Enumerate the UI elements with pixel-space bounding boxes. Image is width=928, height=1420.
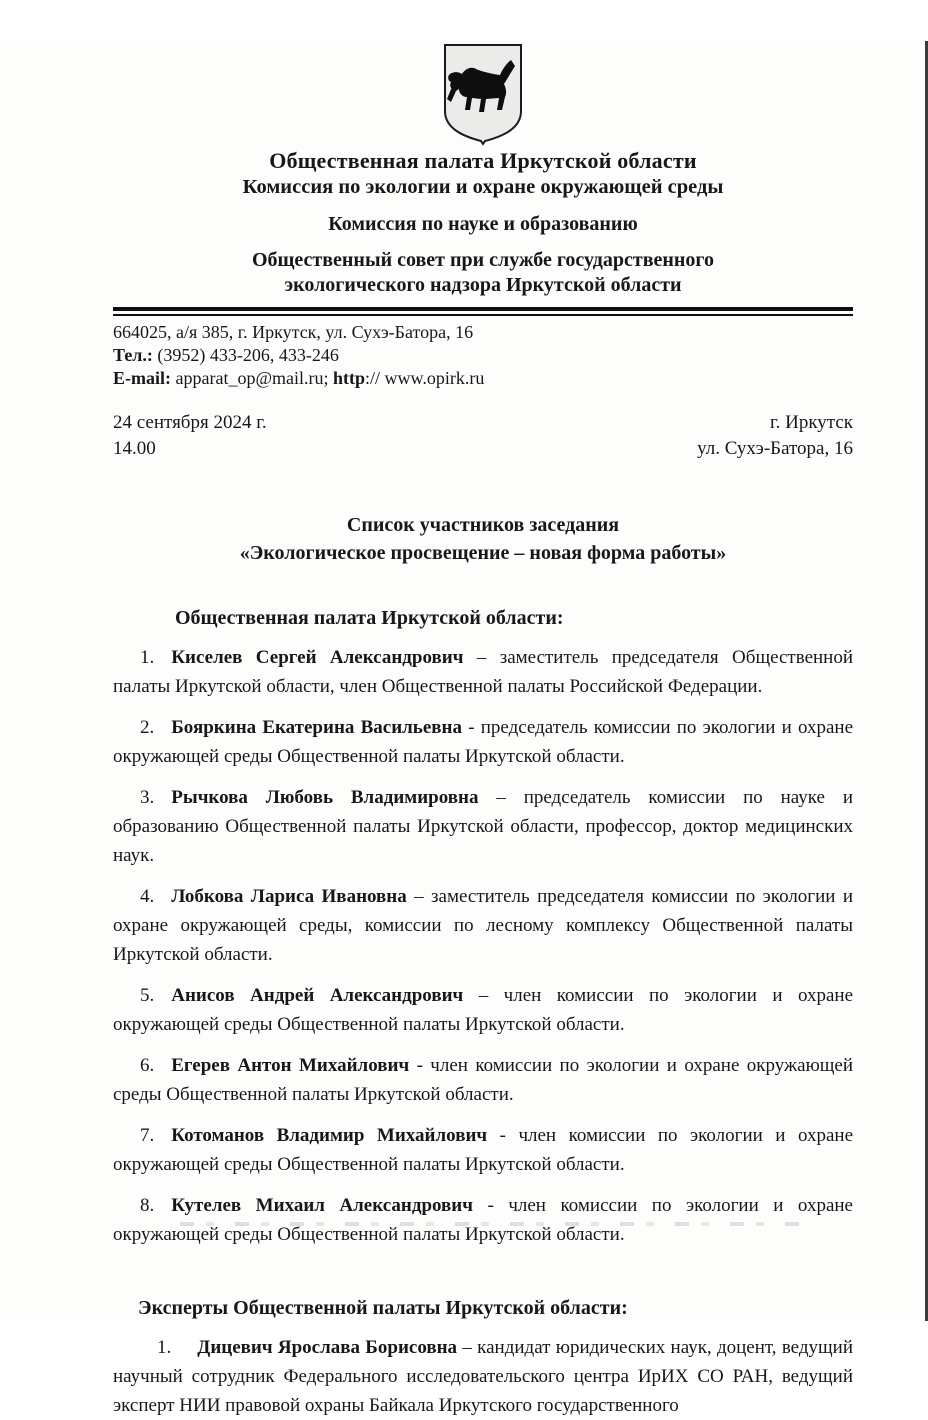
participant-item [113, 1191, 853, 1249]
participant-item [113, 882, 853, 969]
participant-desc: член комиссии по экологии и охране окружающей среды Общественной палаты Иркутской области. [113, 1055, 853, 1105]
participant-desc: член комиссии по экологии и охране окружающей среды Общественной палаты Иркутской области. [113, 985, 854, 1035]
meeting-time: 14.00 [113, 438, 156, 459]
participant-desc: член комиссии по экологии и охране окружающей среды Общественной палаты Иркутской области. [113, 1195, 853, 1245]
section-heading-chamber: Общественная палата Иркутской области: [175, 607, 564, 629]
participant-name: Анисов Андрей Александрович [171, 985, 464, 1006]
council-line-2: экологического надзора Иркутской области [284, 274, 682, 296]
item-number: 7. [140, 1125, 155, 1146]
separator: – [463, 985, 504, 1006]
separator: - [472, 1195, 509, 1216]
council-line-1: Общественный совет при службе государственного [251, 249, 715, 271]
item-number: 4. [140, 886, 155, 907]
item-number: 3. [140, 787, 155, 808]
document-title-line-2: «Экологическое просвещение – новая форма работы» [239, 542, 727, 564]
commission-science-line: Комиссия по науке и образованию [328, 213, 638, 235]
meeting-city: г. Иркутск [769, 412, 853, 433]
expert-item [113, 1333, 853, 1420]
item-number: 2. [140, 717, 155, 738]
email-label: E-mail: [113, 368, 171, 388]
separator: - [409, 1055, 431, 1076]
document-title [113, 511, 853, 567]
separator: – [463, 647, 500, 668]
meeting-date: 24 сентября 2024 г. [113, 412, 267, 433]
phone-line [113, 344, 853, 367]
http-label: http [333, 368, 366, 388]
item-number: 6. [140, 1055, 155, 1076]
participant-item [113, 783, 853, 870]
participant-name: Лобкова Лариса Ивановна [171, 886, 407, 907]
participant-item [113, 1051, 853, 1109]
expert-name: Дицевич Ярослава Борисовна [197, 1337, 458, 1358]
participant-item [113, 713, 853, 771]
meeting-street: ул. Сухэ-Батора, 16 [697, 438, 853, 459]
participant-item [113, 981, 853, 1039]
item-number: 1. [157, 1337, 172, 1358]
coat-of-arms-icon [438, 41, 528, 145]
meeting-datetime [113, 410, 267, 462]
document-title-line-1: Список участников заседания [346, 514, 620, 536]
contact-block [113, 321, 853, 390]
participant-item [113, 643, 853, 701]
email-address: apparat_op@mail.ru; [175, 368, 329, 388]
item-number: 8. [140, 1195, 155, 1216]
scan-artifact-line [180, 1222, 800, 1226]
separator: - [462, 717, 481, 738]
meeting-place [697, 410, 853, 462]
separator: – [457, 1337, 478, 1358]
participant-name: Егерев Антон Михайлович [171, 1055, 410, 1076]
expert-desc: кандидат юридических наук, доцент, ведущий научный сотрудник Федерального исследовательского центра ИрИХ СО РАН, ведущий эксперт НИИ правовой охраны Байкала Иркутского государственного [113, 1337, 854, 1416]
document-page [0, 41, 928, 1416]
participant-name: Котоманов Владимир Михайлович [171, 1125, 488, 1146]
separator: - [487, 1125, 519, 1146]
participant-desc: председатель комиссии по экологии и охране окружающей среды Общественной палаты Иркутской области. [113, 717, 854, 767]
separator: – [406, 886, 432, 907]
item-number: 5. [140, 985, 155, 1006]
postal-address: 664025, а/я 385, г. Иркутск, ул. Сухэ-Батора, 16 [113, 322, 474, 342]
participant-desc: заместитель председателя комиссии по экологии и охране окружающей среды, комиссии по лесному комплексу Общественной палаты Иркутской области. [113, 886, 853, 965]
participant-desc: заместитель председателя Общественной палаты Иркутской области, член Общественной палаты Российской Федерации. [113, 647, 854, 697]
participant-name: Киселев Сергей Александрович [171, 647, 464, 668]
participant-desc: председатель комиссии по науке и образованию Общественной палаты Иркутской области, профессор, доктор медицинских наук. [113, 787, 853, 866]
participant-name: Кутелев Михаил Александрович [171, 1195, 473, 1216]
item-number: 1. [140, 647, 155, 668]
double-rule-divider [113, 307, 853, 316]
participant-name: Рычкова Любовь Владимировна [171, 787, 479, 808]
org-name: Общественная палата Иркутской области [269, 148, 697, 173]
section-heading-experts: Эксперты Общественной палаты Иркутской области: [138, 1297, 628, 1319]
website-url: :// www.opirk.ru [365, 368, 485, 388]
phone-label: Тел.: [113, 345, 153, 365]
email-line [113, 367, 853, 390]
participant-item [113, 1121, 853, 1179]
participant-desc: член комиссии по экологии и охране окружающей среды Общественной палаты Иркутской области. [113, 1125, 853, 1175]
participant-name: Бояркина Екатерина Васильевна [171, 717, 462, 738]
meeting-meta-row [113, 410, 853, 462]
phone-numbers: (3952) 433-206, 433-246 [157, 345, 339, 365]
commission-ecology-line: Комиссия по экологии и охране окружающей среды [242, 176, 724, 198]
council-line [113, 248, 853, 298]
separator: – [478, 787, 524, 808]
page-content [0, 41, 928, 1420]
org-header [113, 148, 853, 298]
